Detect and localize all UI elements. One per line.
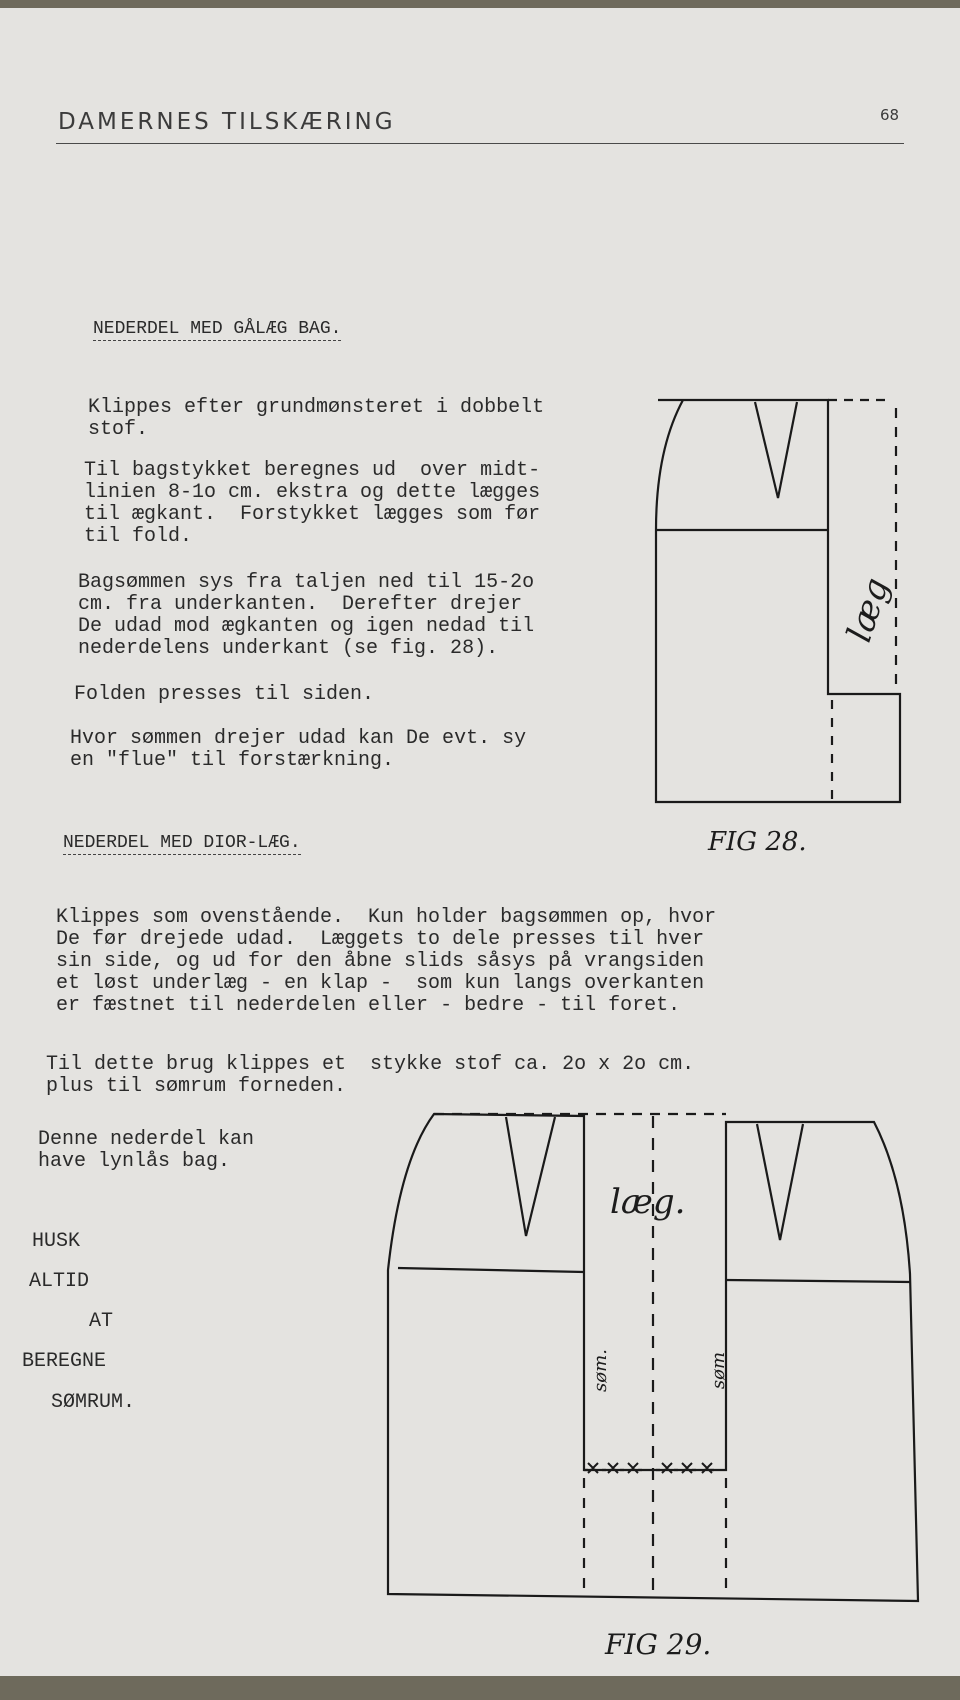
paragraph: Bagsømmen sys fra taljen ned til 15-2o cm. fra underkanten. Derefter drejer De udad mod ægkanten og igen nedad til nederdelens underkant (se fig. 28). [78, 571, 535, 660]
paragraph: Til bagstykket beregnes ud over midt- linien 8-1o cm. ekstra og dette lægges til ægkant. Forstykket lægges som før til fold. [84, 459, 541, 548]
fig-29-seam-label-right: søm [708, 1351, 730, 1390]
fig-28-caption: FIG 28. [708, 827, 807, 857]
running-header: DAMERNES TILSKÆRING [58, 109, 396, 135]
reminder-line: BEREGNE [22, 1350, 107, 1373]
section-heading-dior: NEDERDEL MED DIOR-LÆG. [63, 833, 301, 853]
page-number: 68 [880, 106, 900, 124]
reminder-line: HUSK [32, 1230, 81, 1253]
fig-29-seam-label-left: søm. [589, 1349, 611, 1392]
paragraph: Folden presses til siden. [74, 683, 375, 706]
reminder-line: AT [89, 1310, 114, 1333]
paragraph: Klippes som ovenstående. Kun holder bagsømmen op, hvor De før drejede udad. Læggets to dele presses til hver sin side, og ud for den åbne slids såsys på vrangsiden et løst underlæg - en klap - som kun langs overkanten er fæstnet til nederdelen eller - bedre - til foret. [56, 906, 717, 1017]
reminder-line: SØMRUM. [51, 1391, 136, 1414]
fig-29-fold-label: læg. [610, 1182, 686, 1222]
section-heading-gaaleg: NEDERDEL MED GÅLÆG BAG. [93, 319, 342, 339]
reminder-line: ALTID [29, 1270, 90, 1293]
fig-29-caption: FIG 29. [605, 1628, 712, 1661]
paragraph: Denne nederdel kan have lynlås bag. [38, 1128, 255, 1173]
fig-28-fold-label: læg [839, 573, 898, 647]
paragraph: Til dette brug klippes et stykke stof ca. 2o x 2o cm. plus til sømrum forneden. [46, 1053, 695, 1098]
paragraph: Klippes efter grundmønsteret i dobbelt stof. [88, 396, 545, 441]
paragraph: Hvor sømmen drejer udad kan De evt. sy en "flue" til forstærkning. [70, 727, 527, 772]
